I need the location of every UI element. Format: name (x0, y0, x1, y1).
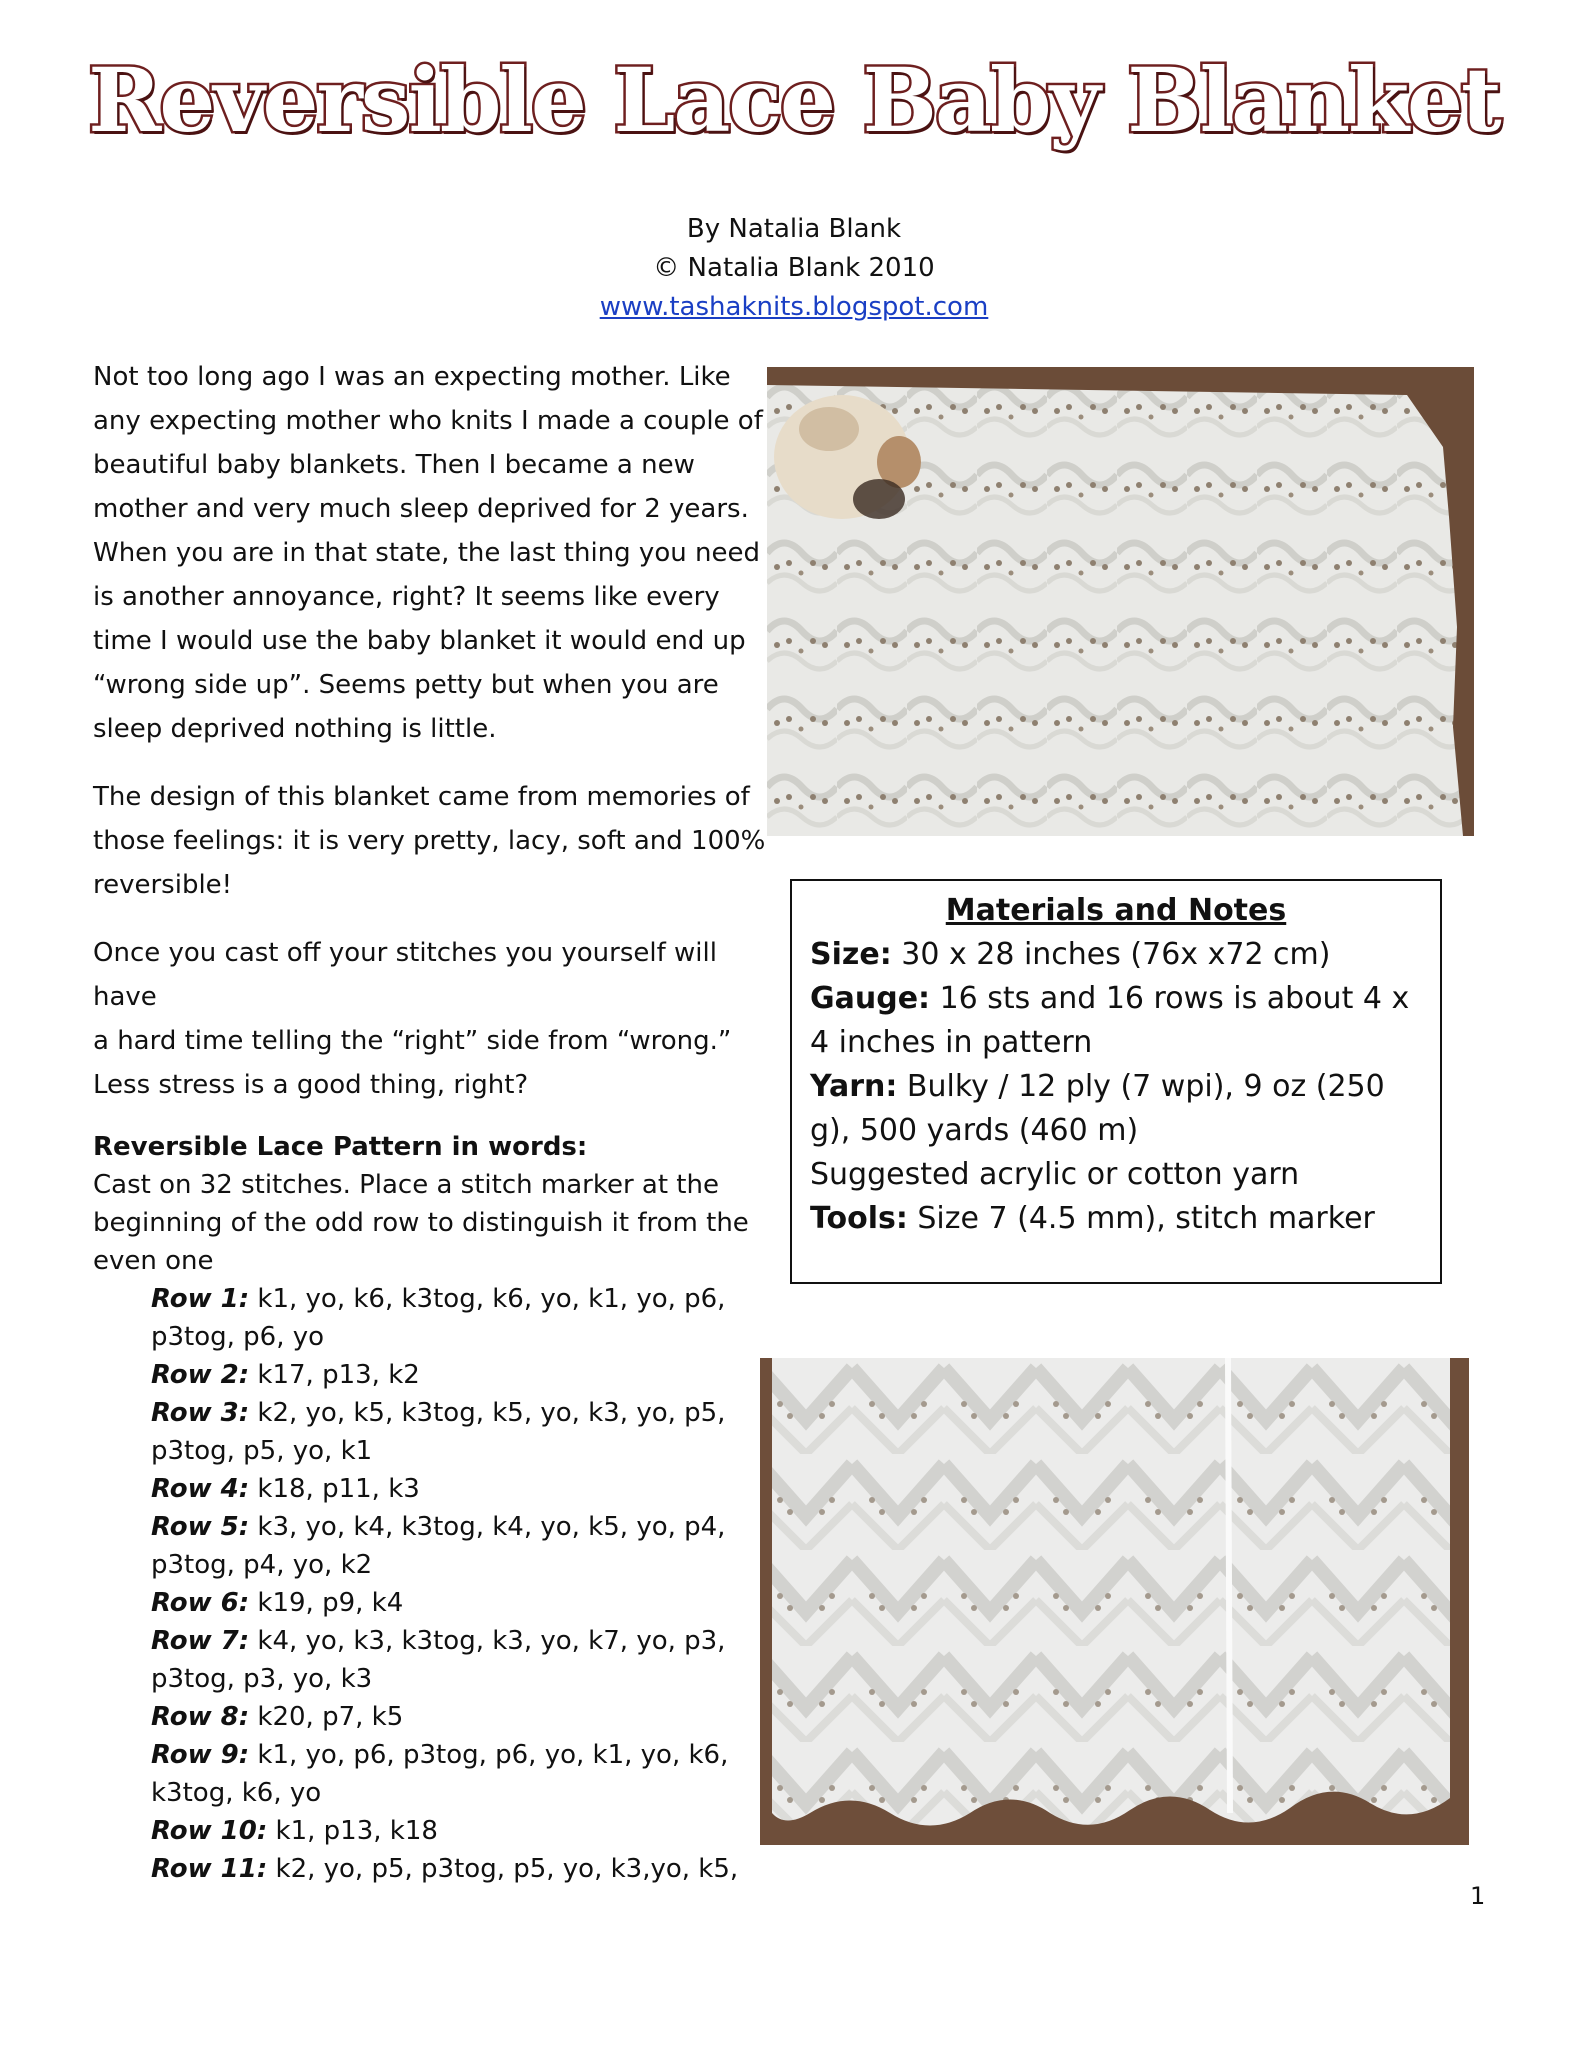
row-label: Row 11: (151, 1854, 268, 1884)
row-instructions: k1, yo, p6, p3tog, p6, yo, k1, yo, k6, (249, 1740, 729, 1770)
row-label: Row 7: (151, 1626, 250, 1656)
pattern-heading: Reversible Lace Pattern in words: (93, 1132, 588, 1162)
author-line: By Natalia Blank (686, 214, 902, 244)
lace-blanket-with-teddy-bear-icon (767, 367, 1474, 836)
materials-item (810, 1197, 1422, 1241)
intro-paragraph-2-line: reversible! (93, 870, 233, 900)
materials-item-text: Size 7 (4.5 mm), stitch marker (907, 1201, 1375, 1236)
pattern-row (151, 1736, 773, 1774)
materials-item (810, 933, 1422, 977)
row-label: Row 4: (151, 1474, 250, 1504)
row-label: Row 2: (151, 1360, 250, 1390)
copyright-line: © Natalia Blank 2010 (653, 253, 935, 283)
intro-paragraph-3-line: Once you cast off your stitches you yourself will have (93, 938, 717, 1012)
materials-item-text: 30 x 28 inches (76x x72 cm) (891, 937, 1331, 972)
row-instructions: p3tog, p6, yo (151, 1322, 325, 1352)
pattern-instructions (93, 1128, 773, 1888)
pattern-row (151, 1280, 773, 1318)
intro-paragraph-1-line: beautiful baby blankets. Then I became a new (93, 450, 695, 480)
pattern-row (151, 1584, 773, 1622)
intro-paragraph-1-line: time I would use the baby blanket it would end up (93, 626, 746, 656)
pattern-row (151, 1508, 773, 1546)
row-instructions: p3tog, p3, yo, k3 (151, 1664, 373, 1694)
materials-item (810, 1065, 1422, 1153)
intro-paragraph-2-line: those feelings: it is very pretty, lacy, soft and 100% (93, 826, 766, 856)
materials-list (810, 933, 1422, 1241)
pattern-row (151, 1812, 773, 1850)
row-label: Row 6: (151, 1588, 250, 1618)
pattern-row (151, 1660, 773, 1698)
pattern-row (151, 1318, 773, 1356)
materials-item-label: Size: (810, 937, 892, 972)
intro-paragraph-1-line: any expecting mother who knits I made a couple of (93, 406, 763, 436)
pattern-row (151, 1850, 773, 1888)
intro-paragraph-3-line: a hard time telling the “right” side from “wrong.” (93, 1026, 732, 1056)
row-instructions: p3tog, p5, yo, k1 (151, 1436, 373, 1466)
row-instructions: k1, p13, k18 (267, 1816, 438, 1846)
pattern-intro-line: even one (93, 1246, 214, 1276)
row-instructions: k3, yo, k4, k3tog, k4, yo, k5, yo, p4, (249, 1512, 726, 1542)
row-instructions: k18, p11, k3 (249, 1474, 420, 1504)
pattern-row (151, 1394, 773, 1432)
page-number: 1 (1470, 1882, 1486, 1910)
pattern-row (151, 1774, 773, 1812)
pattern-intro (93, 1166, 773, 1280)
blanket-closeup-photo (760, 1358, 1469, 1845)
pattern-intro-line: Cast on 32 stitches. Place a stitch marker at the (93, 1170, 719, 1200)
row-label: Row 1: (151, 1284, 250, 1314)
pattern-title: Reversible Lace Baby Blanket (88, 48, 1500, 152)
row-instructions: k17, p13, k2 (249, 1360, 420, 1390)
intro-paragraph-1-line: mother and very much sleep deprived for 2 years. (93, 494, 749, 524)
byline (0, 210, 1588, 327)
pattern-row (151, 1698, 773, 1736)
intro-paragraph-1-line: “wrong side up”. Seems petty but when you are (93, 670, 719, 700)
row-instructions: k20, p7, k5 (249, 1702, 404, 1732)
intro-paragraph-1-line: When you are in that state, the last thing you need (93, 538, 760, 568)
materials-item (810, 977, 1422, 1065)
row-label: Row 10: (151, 1816, 268, 1846)
intro-paragraph-2 (93, 775, 773, 907)
materials-notes-box (790, 879, 1442, 1284)
intro-paragraph-1-line: sleep deprived nothing is little. (93, 714, 497, 744)
lace-blanket-closeup-icon (760, 1358, 1469, 1845)
row-label: Row 8: (151, 1702, 250, 1732)
intro-paragraph-1-line: is another annoyance, right? It seems like every (93, 582, 720, 612)
row-label: Row 3: (151, 1398, 250, 1428)
pattern-row (151, 1546, 773, 1584)
intro-paragraph-3 (93, 931, 773, 1107)
pattern-rows (151, 1280, 773, 1888)
row-label: Row 5: (151, 1512, 250, 1542)
row-label: Row 9: (151, 1740, 250, 1770)
intro-paragraph-2-line: The design of this blanket came from memories of (93, 782, 750, 812)
pattern-row (151, 1432, 773, 1470)
intro-paragraph-3-line: Less stress is a good thing, right? (93, 1070, 529, 1100)
materials-item (810, 1153, 1422, 1197)
materials-item-label: Yarn: (810, 1069, 898, 1104)
intro-paragraph-1-line: Not too long ago I was an expecting mother. Like (93, 362, 731, 392)
pattern-row (151, 1622, 773, 1660)
materials-item-text: Suggested acrylic or cotton yarn (810, 1157, 1300, 1192)
row-instructions: k4, yo, k3, k3tog, k3, yo, k7, yo, p3, (249, 1626, 726, 1656)
materials-item-label: Gauge: (810, 981, 931, 1016)
intro-paragraph-1 (93, 355, 773, 751)
pattern-intro-line: beginning of the odd row to distinguish it from the (93, 1208, 749, 1238)
blog-link[interactable]: www.tashaknits.blogspot.com (599, 292, 989, 322)
pattern-row (151, 1470, 773, 1508)
materials-item-text: Bulky / 12 ply (7 wpi), 9 oz (250 g), 500 yards (460 m) (810, 1069, 1385, 1148)
intro-text (93, 355, 773, 1107)
row-instructions: p3tog, p4, yo, k2 (151, 1550, 373, 1580)
row-instructions: k2, yo, k5, k3tog, k5, yo, k3, yo, p5, (249, 1398, 726, 1428)
pattern-row (151, 1356, 773, 1394)
materials-item-text: 16 sts and 16 rows is about 4 x 4 inches in pattern (810, 981, 1410, 1060)
materials-heading: Materials and Notes (945, 893, 1287, 928)
row-instructions: k3tog, k6, yo (151, 1778, 322, 1808)
row-instructions: k1, yo, k6, k3tog, k6, yo, k1, yo, p6, (249, 1284, 726, 1314)
row-instructions: k2, yo, p5, p3tog, p5, yo, k3,yo, k5, (267, 1854, 739, 1884)
row-instructions: k19, p9, k4 (249, 1588, 404, 1618)
materials-item-label: Tools: (810, 1201, 908, 1236)
blanket-photo-with-teddy-bear (767, 367, 1474, 836)
